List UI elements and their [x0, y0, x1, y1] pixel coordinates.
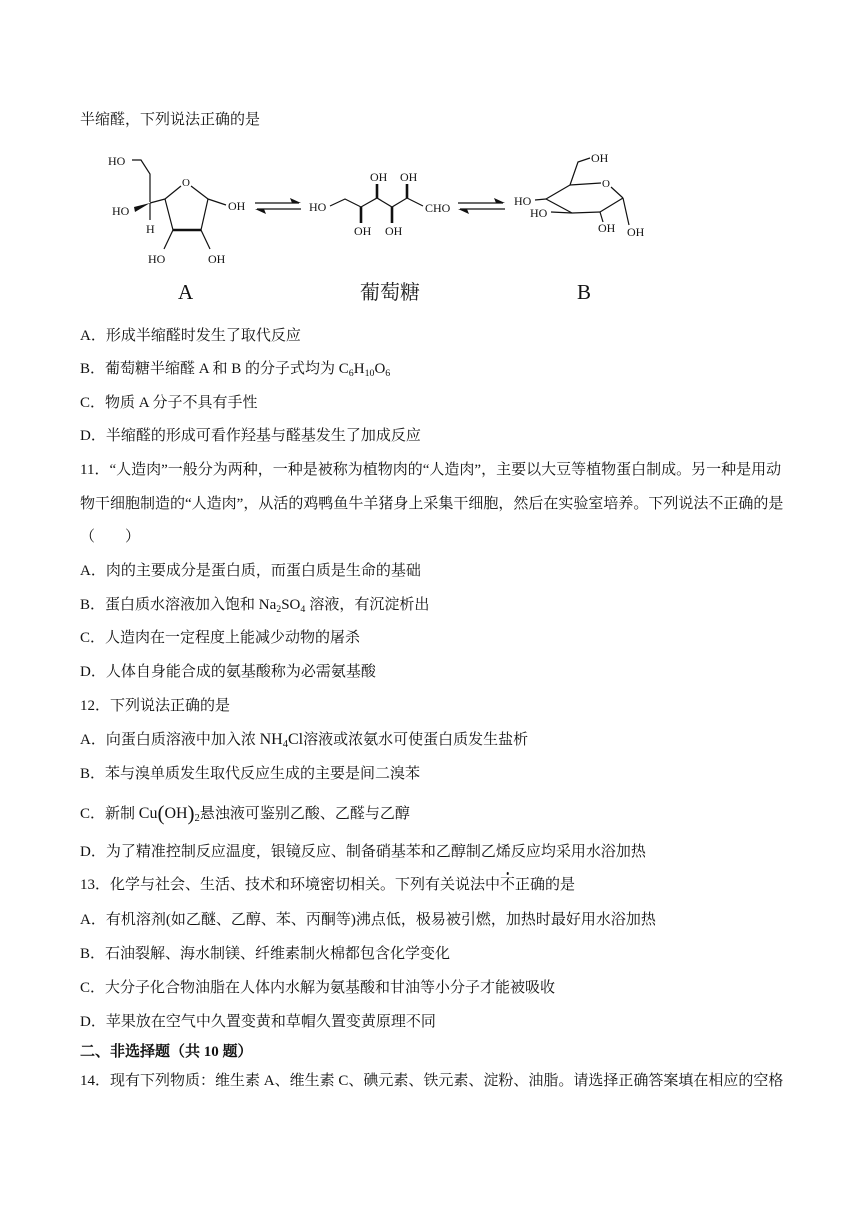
- a-c3-oh-bond: [164, 230, 173, 249]
- molecular-formula: $C_6H_{10}O_6$: [338, 361, 391, 379]
- nh4cl-formula: $NH_4Cl$: [259, 731, 304, 750]
- q11-option-b: B．蛋白质水溶液加入饱和 $Na_2SO_4$ 溶液，有沉淀析出: [80, 597, 430, 615]
- b-ho-c4-label: HO: [514, 194, 532, 208]
- b-ring-bond: [572, 212, 600, 213]
- q10-option-a: A．形成半缩醛时发生了取代反应: [80, 328, 301, 344]
- q13-option-a: A．有机溶剂(如乙醚、乙醇、苯、丙酮等)沸点低，极易被引燃，加热时最好用水浴加热: [80, 912, 656, 928]
- b-c4-oh-bond: [535, 199, 546, 200]
- glucose-oh-up-1: OH: [370, 170, 388, 184]
- a-ring-bond: [165, 199, 173, 230]
- structure-a: [108, 154, 246, 266]
- q11-stem-line-2: 物干细胞制造的“人造肉”，从活的鸡鸭鱼牛羊猪身上采集干细胞，然后在实验室培养。下列说法不正确的是: [80, 496, 784, 512]
- b-ring-oxygen: O: [602, 178, 610, 190]
- glucose-oh-down-1: OH: [354, 224, 372, 238]
- q13-option-d: D．苹果放在空气中久置变黄和草帽久置变黄原理不同: [80, 1014, 436, 1030]
- a-ho-top-label: HO: [108, 154, 126, 168]
- b-oh-top-label: OH: [591, 151, 609, 165]
- q12-option-c: C．新制 $Cu(OH)_2$悬浊液可鉴别乙酸、乙醛与乙醇: [80, 801, 410, 825]
- b-ho-c3-label: HO: [530, 206, 548, 220]
- q11-option-a: A．肉的主要成分是蛋白质，而蛋白质是生命的基础: [80, 563, 421, 579]
- a-ho-c3-label: HO: [148, 252, 166, 266]
- b-ring-bond: [570, 183, 601, 185]
- q11-stem-line-1: 11．“人造肉”一般分为两种，一种是被称为植物肉的“人造肉”，主要以大豆等植物蛋白制成。另一种是用动: [80, 462, 782, 478]
- q10-option-b-text: B．葡萄糖半缩醛 A 和 B 的分子式均为: [80, 361, 339, 377]
- b-c3-oh-bond: [551, 212, 572, 213]
- b-ring-bond: [600, 198, 623, 212]
- caption-b: B: [577, 280, 592, 304]
- hemiacetal-equilibrium-figure: [100, 140, 660, 315]
- q13-option-c: C．大分子化合物油脂在人体内水解为氨基酸和甘油等小分子才能被吸收: [80, 980, 556, 996]
- q13-stem: 13．化学与社会、生活、技术和环境密切相关。下列有关说法中不正确的是: [80, 877, 576, 893]
- b-oh-c1-label: OH: [627, 225, 645, 239]
- a-ring-bond: [165, 186, 181, 199]
- q11-option-d: D．人体自身能合成的氨基酸称为必需氨基酸: [80, 664, 376, 680]
- q10-option-b: [80, 359, 390, 379]
- b-ring-bond: [546, 199, 572, 213]
- a-ring-bond: [191, 186, 208, 199]
- equilibrium-arrow-1: [255, 198, 301, 214]
- q13-option-b: B．石油裂解、海水制镁、纤维素制火棉都包含化学变化: [80, 946, 451, 962]
- structure-glucose: [309, 170, 451, 238]
- a-oh-c1-label: OH: [228, 199, 246, 213]
- a-c5-c4-bond: [150, 199, 165, 203]
- caption-a: A: [178, 280, 194, 304]
- equilibrium-arrow-2: [458, 198, 505, 214]
- glucose-oh-down-2: OH: [385, 224, 403, 238]
- a-c1-oh-bond: [208, 199, 226, 205]
- q12-stem: 12．下列说法正确的是: [80, 698, 231, 714]
- b-ch2oh-bond: [570, 158, 590, 185]
- q12-option-b: B．苯与溴单质发生取代反应生成的主要是间二溴苯: [80, 766, 421, 782]
- glucose-oh-up-2: OH: [400, 170, 418, 184]
- q12-option-a: A．向蛋白质溶液中加入浓 $NH_4Cl$溶液或浓氨水可使蛋白质发生盐析: [80, 731, 529, 750]
- section-heading: 二、非选择题（共 10 题）: [80, 1044, 253, 1060]
- a-ring-oxygen: O: [182, 177, 190, 189]
- a-wedge-bond: [134, 203, 150, 212]
- q14-stem: 14．现有下列物质：维生素 A、维生素 C、碘元素、铁元素、淀粉、油脂。请选择正确答案填在相应的空格: [80, 1073, 784, 1089]
- a-ring-bond: [201, 199, 208, 230]
- b-c1-oh-bond: [623, 198, 629, 225]
- caption-glucose: 葡萄糖: [360, 280, 420, 304]
- b-ring-bond: [611, 187, 623, 198]
- a-oh-c2-label: OH: [208, 252, 226, 266]
- glucose-ho-label: HO: [309, 200, 327, 214]
- q11-option-c: C．人造肉在一定程度上能减少动物的屠杀: [80, 630, 361, 646]
- q12-option-d: D．为了精准控制反应温度，银镜反应、制备硝基苯和乙醇制乙烯反应均采用水浴加热: [80, 844, 646, 860]
- cu-oh-2-formula: $Cu(OH)_2$: [138, 801, 200, 825]
- q10-stem: 半缩醛，下列说法正确的是: [80, 112, 261, 128]
- emphasis-mark: 不: [500, 877, 516, 893]
- structure-b: [514, 151, 645, 239]
- glucose-chain: [330, 198, 423, 207]
- b-ring-bond: [546, 185, 570, 199]
- a-ho-wedge-label: HO: [112, 204, 130, 218]
- na2so4-formula: $Na_2SO_4$: [258, 597, 306, 615]
- a-ch2oh-bond: [132, 160, 150, 202]
- q10-option-d: D．半缩醛的形成可看作羟基与醛基发生了加成反应: [80, 428, 421, 444]
- q10-option-c: C．物质 A 分子不具有手性: [80, 395, 258, 411]
- q11-answer-blank: （ ）: [80, 529, 141, 545]
- a-c2-oh-bond: [201, 230, 210, 249]
- glucose-cho-label: CHO: [425, 201, 451, 215]
- b-oh-c2-label: OH: [598, 221, 616, 235]
- a-h-label: H: [146, 222, 155, 236]
